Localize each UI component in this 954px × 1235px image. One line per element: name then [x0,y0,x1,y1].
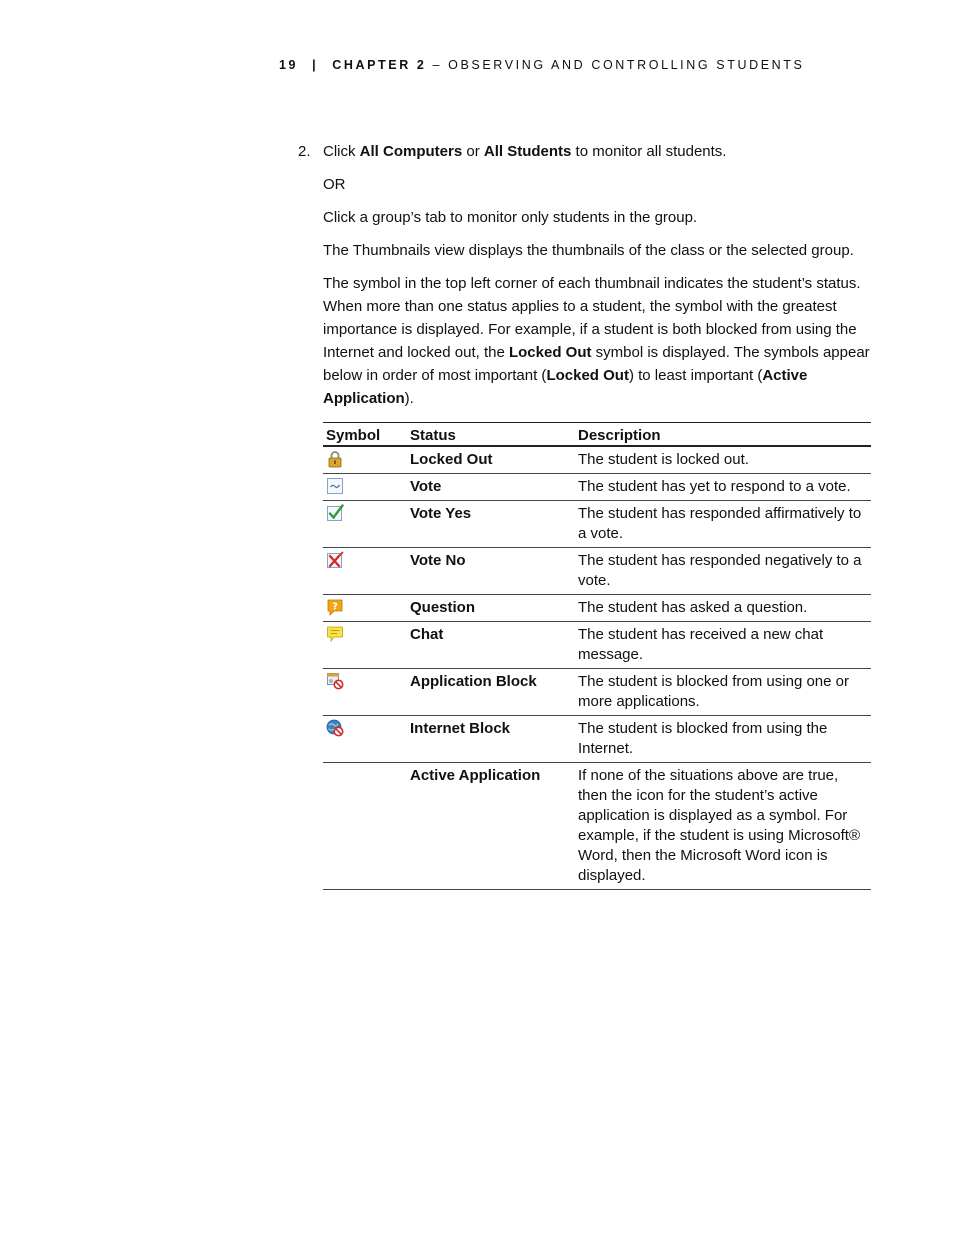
table-row: Vote Yes The student has responded affirmatively to a vote. [323,501,871,548]
chapter-title: – OBSERVING AND CONTROLLING STUDENTS [432,58,805,72]
all-students-term: All Students [483,143,572,160]
table-row: ? Question The student has asked a question. [323,595,871,622]
header-separator: | [312,58,319,72]
status-symbol-paragraph: The symbol in the top left corner of each thumbnail indicates the student’s status. When more than one status applies to a student, the symbol with the greatest importance is displayed. For example, if a student is both blocked from using the Internet and locked out, the Locked Out symbol is displayed. The symbols appear below in order of most important (Locked Out) to least important (Active Application). [323,275,870,407]
step-line-group-tab: Click a group’s tab to monitor only students in the group. [323,209,698,226]
internet-block-icon [326,719,344,737]
table-row: Internet Block The student is blocked from using the Internet. [323,716,871,763]
status-symbol-table [323,422,871,890]
step-body [323,140,871,890]
page-content [298,140,873,890]
table-row: Application Block The student is blocked from using one or more applications. [323,669,871,716]
svg-text:?: ? [332,601,338,613]
all-computers-term: All Computers [359,143,463,160]
application-block-icon [326,672,344,690]
lock-icon [326,450,344,468]
vote-yes-icon [326,504,344,522]
step-2 [298,140,873,890]
step-line-monitor-all: Click All Computers or All Students to monitor all students. [323,143,727,160]
table-row: Locked Out The student is locked out. [323,446,871,474]
page-number: 19 [279,58,299,72]
step-line-thumbnails: The Thumbnails view displays the thumbnails of the class or the selected group. [323,242,854,259]
header-description: Description [575,423,871,447]
header-status: Status [407,423,575,447]
question-icon [326,598,344,616]
page-header [279,58,804,72]
step-number: 2. [298,143,311,160]
header-symbol: Symbol [323,423,407,447]
chat-icon [326,625,344,643]
table-row: Chat The student has received a new chat message. [323,622,871,669]
vote-no-icon [326,551,344,569]
or-text: OR [323,176,346,193]
chapter-label: CHAPTER 2 [332,58,427,72]
table-row: Vote No The student has responded negatively to a vote. [323,548,871,595]
table-header-row [323,423,871,447]
table-row: Active Application If none of the situations above are true, then the icon for the student’s active application is displayed as a symbol. For example, if the student is using Microsoft® Word, then the Microsoft Word icon is displayed. [323,763,871,890]
table-row: Vote The student has yet to respond to a vote. [323,474,871,501]
vote-icon [326,477,344,495]
